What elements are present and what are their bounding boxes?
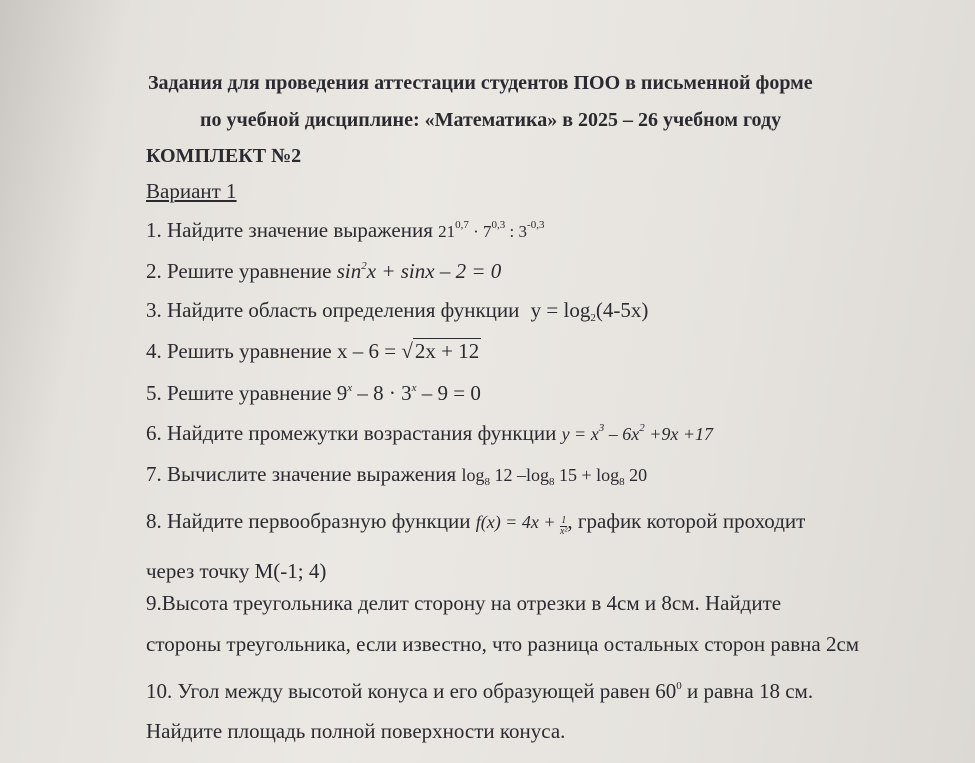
task-10-text-1: 10. Угол между высотой конуса и его образующей равен 60 bbox=[146, 679, 677, 703]
task-8-text: 8. Найдите первообразную функции bbox=[146, 509, 471, 533]
task-5-text: 5. Решите уравнение bbox=[146, 381, 332, 405]
task-8-function: f(x) = 4x + $\frac{1}{\text{x²}}$ bbox=[475, 512, 568, 537]
task-4-text: 4. Решить уравнение bbox=[146, 339, 332, 363]
task-6 bbox=[146, 420, 713, 447]
task-7 bbox=[146, 461, 647, 488]
header-title-line2: по учебной дисциплине: «Математика» в 2025 – 26 учебном году bbox=[200, 109, 782, 131]
task-7-text: 7. Вычислите значение выражения bbox=[146, 462, 457, 486]
task-10-line1 bbox=[146, 678, 813, 704]
task-2-equation: $\sin^2x + \sin x - 2 = 0$ bbox=[336, 259, 502, 283]
task-6-text: 6. Найдите промежутки возрастания функции bbox=[146, 421, 557, 445]
kit-number: КОМПЛЕКТ №2 bbox=[146, 145, 302, 167]
task-8-tail: , график которой проходит bbox=[567, 509, 806, 533]
task-4 bbox=[146, 338, 481, 364]
task-1-text: 1. Найдите значение выражения bbox=[146, 218, 433, 242]
task-9-line1 bbox=[146, 590, 916, 616]
task-2 bbox=[146, 258, 501, 284]
task-10-degree: 0 bbox=[676, 680, 682, 692]
task-5-equation: $9^x - 8 \cdot 3^x - 9 = 0$ bbox=[336, 381, 481, 405]
header-title-line1: Задания для проведения аттестации студентов ПОО в письменной форме bbox=[148, 72, 813, 94]
task-4-equation: x – 6 = √2x + 12 bbox=[336, 339, 480, 363]
task-3-function: $y = \log_2(4-5x)$ bbox=[530, 298, 649, 324]
task-2-text: 2. Решите уравнение bbox=[146, 259, 332, 283]
task-5 bbox=[146, 380, 481, 406]
task-9-line2: стороны треугольника, если известно, что разница остальных сторон равна 2см bbox=[146, 632, 860, 656]
task-9-text-1: 9.Высота треугольника делит сторону на отрезки в 4см и 8см. Найдите bbox=[146, 591, 782, 615]
task-3-text: 3. Найдите область определения функции bbox=[146, 298, 520, 322]
task-8 bbox=[146, 508, 805, 537]
task-10-line2: Найдите площадь полной поверхности конуса. bbox=[146, 719, 566, 743]
task-10-text-2: и равна 18 см. bbox=[686, 679, 814, 703]
task-7-expression: $\log_8 12$ $-\log_8$ $15 + \log_8 20$ bbox=[461, 465, 648, 488]
variant-title: Вариант 1 bbox=[146, 179, 237, 203]
task-1-expression: $21^{0,7} \cdot 7^{0,3}$ : $3^{-0,3}$ bbox=[438, 219, 545, 241]
task-8-point: через точку М(-1; 4) bbox=[146, 559, 327, 583]
task-1 bbox=[146, 217, 544, 245]
task-6-function: $y = x^3 - 6x^2 +9x +17$ bbox=[561, 422, 713, 444]
task-3 bbox=[146, 297, 648, 323]
